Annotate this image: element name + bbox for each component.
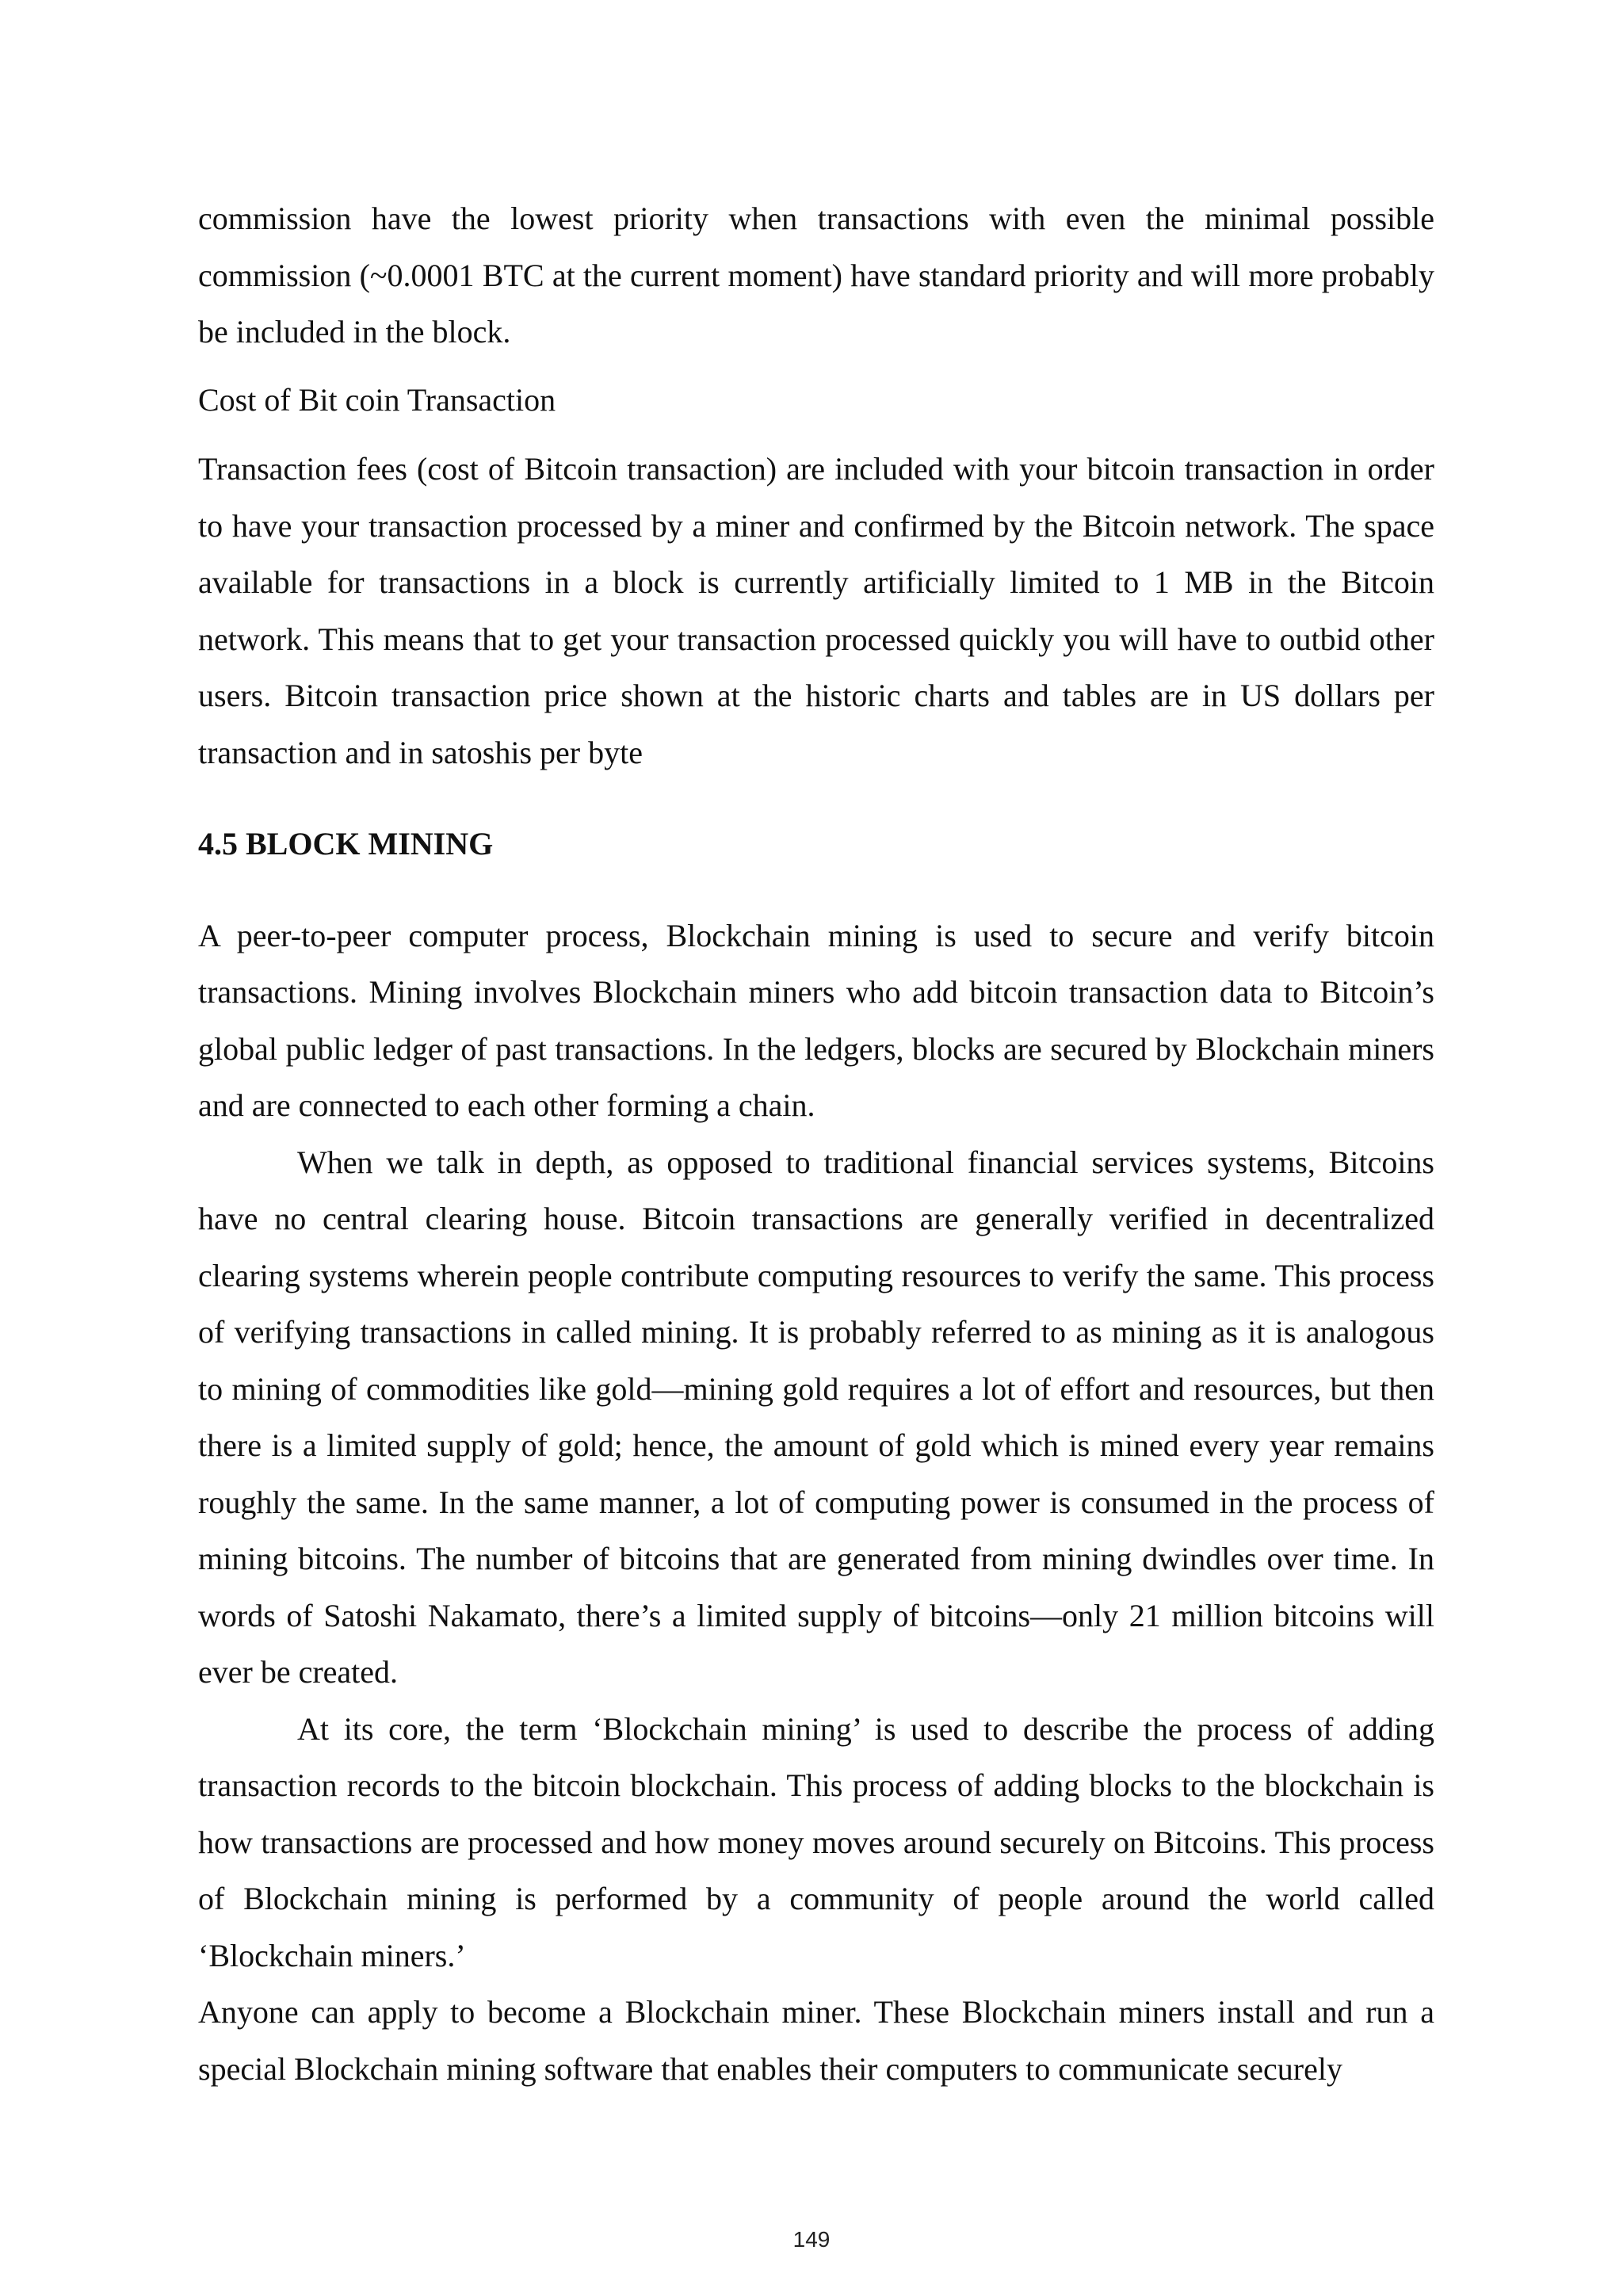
page-body xyxy=(198,190,1434,2097)
paragraph-mining-intro: A peer-to-peer computer process, Blockchain mining is used to secure and verify bitcoin transactions. Mining involves Blockchain miners who add bitcoin transaction data to Bitcoin’s global public ledger of past transactions. In the ledgers, blocks are secured by Blockchain miners and are connected to each other forming a chain. xyxy=(198,917,1434,1123)
paragraph-transaction-fees: Transaction fees (cost of Bitcoin transaction) are included with your bitcoin transaction in order to have your transaction processed by a miner and confirmed by the Bitcoin network. The space available for transactions in a block is currently artificially limited to 1 MB in the Bitcoin network. This means that to get your transaction processed quickly you will have to outbid other users. Bitcoin transaction price shown at the historic charts and tables are in US dollars per transaction and in satoshis per byte xyxy=(198,451,1434,770)
paragraph-commission-priority: commission have the lowest priority when transactions with even the minimal possible commission (~0.0001 BTC at the current moment) have standard priority and will more probably be included in the block. xyxy=(198,201,1434,350)
subheading-cost-of-transaction: Cost of Bit coin Transaction xyxy=(198,381,556,418)
paragraph-become-miner: Anyone can apply to become a Blockchain miner. These Blockchain miners install and run a special Blockchain mining software that enables their computers to communicate securely xyxy=(198,1994,1434,2087)
paragraph-mining-core: At its core, the term ‘Blockchain mining’ is used to describe the process of adding transaction records to the bitcoin blockchain. This process of adding blocks to the blockchain is how transactions are processed and how money moves around securely on Bitcoins. This process of Blockchain mining is performed by a community of people around the world called ‘Blockchain miners.’ xyxy=(198,1710,1434,1973)
page-number: 149 xyxy=(792,2227,831,2252)
paragraph-mining-depth: When we talk in depth, as opposed to traditional financial services systems, Bitcoins have no central clearing house. Bitcoin transactions are generally verified in decentralized clearing systems wherein people contribute computing resources to verify the same. This process of verifying transactions in called mining. It is probably referred to as mining as it is analogous to mining of commodities like gold—mining gold requires a lot of effort and resources, but then there is a limited supply of gold; hence, the amount of gold which is mined every year remains roughly the same. In the same manner, a lot of computing power is consumed in the process of mining bitcoins. The number of bitcoins that are generated from mining dwindles over time. In words of Satoshi Nakamato, there’s a limited supply of bitcoins—only 21 million bitcoins will ever be created. xyxy=(198,1144,1434,1690)
section-heading-block-mining: 4.5 BLOCK MINING xyxy=(198,826,494,861)
